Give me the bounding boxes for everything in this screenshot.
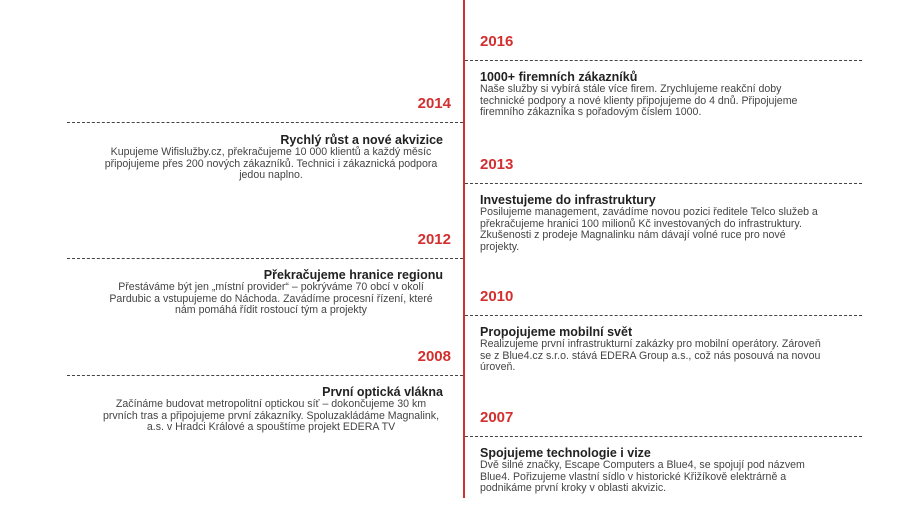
year-label-2010: 2010 bbox=[480, 288, 514, 305]
timeline-divider bbox=[67, 375, 463, 376]
entry-title: Rychlý růst a nové akvizice bbox=[280, 133, 443, 147]
timeline-divider bbox=[465, 183, 862, 184]
entry-title: První optická vlákna bbox=[322, 385, 443, 399]
timeline-entry-2013 bbox=[480, 193, 840, 253]
year-label-2012: 2012 bbox=[417, 231, 451, 248]
timeline-entry-2014 bbox=[91, 133, 451, 182]
year-label-2016: 2016 bbox=[480, 33, 514, 50]
entry-text: Naše služby si vybírá stále více firem. Zrychlujeme reakční doby technické podpory a nové klienty připojujeme do 4 dnů. Připojujeme firemního zákazníka s pořadovým číslem 1000. bbox=[480, 83, 798, 119]
timeline-entry-2016 bbox=[480, 70, 840, 119]
timeline-entry-2008 bbox=[91, 385, 451, 434]
entry-text: Realizujeme první infrastrukturní zakázky pro mobilní operátory. Zároveň se z Blue4.cz s.r.o. stává EDERA Group a.s., což nás posouvá na novou úroveň. bbox=[480, 338, 821, 374]
timeline-divider bbox=[465, 60, 862, 61]
entry-text: Dvě silné značky, Escape Computers a Blue4, se spojují pod názvem Blue4. Pořizujeme vlastní sídlo v historické Křižíkově elektrárně a podnikáme první kroky v oblasti akvizic. bbox=[480, 459, 805, 495]
timeline-divider bbox=[67, 258, 463, 259]
entry-title: 1000+ firemních zákazníků bbox=[480, 70, 638, 84]
entry-title: Propojujeme mobilní svět bbox=[480, 325, 633, 339]
year-label-2014: 2014 bbox=[417, 95, 451, 112]
entry-title: Spojujeme technologie i vize bbox=[480, 446, 651, 460]
timeline-entry-2007 bbox=[480, 446, 840, 495]
year-label-2008: 2008 bbox=[417, 348, 451, 365]
entry-title: Investujeme do infrastruktury bbox=[480, 193, 656, 207]
timeline-divider bbox=[465, 436, 862, 437]
entry-text: Začínáme budovat metropolitní optickou síť – dokončujeme 30 km prvních tras a připojujeme první zákazníky. Spoluzakládáme Magnalink, a.s. v Hradci Králové a spouštíme projekt EDERA TV bbox=[102, 398, 440, 434]
timeline-entry-2010 bbox=[480, 325, 840, 374]
entry-text: Posilujeme management, zavádíme novou pozici ředitele Telco služeb a překračujeme hranici 100 milionů Kč investovaných do infrastruktury. Zkušenosti z prodeje Magnalinku nám dávají volné ruce pro nové projekty. bbox=[480, 206, 818, 253]
entry-title: Překračujeme hranice regionu bbox=[263, 268, 443, 282]
year-label-2013: 2013 bbox=[480, 156, 514, 173]
entry-text: Kupujeme Wifislužby.cz, překračujeme 10 000 klientů a každý měsíc připojujeme přes 200 nových zákazníků. Technici i zákaznická podpora jedou naplno. bbox=[104, 146, 438, 182]
timeline-axis bbox=[463, 0, 465, 498]
timeline-entry-2012 bbox=[91, 268, 451, 317]
entry-text: Přestáváme být jen „místní provider“ – pokrýváme 70 obcí v okolí Pardubic a vstupujeme do Náchoda. Zavádíme procesní řízení, které nám pomáhá řídit rostoucí tým a projekty bbox=[109, 281, 433, 317]
timeline-divider bbox=[67, 122, 463, 123]
year-label-2007: 2007 bbox=[480, 409, 514, 426]
timeline-divider bbox=[465, 315, 862, 316]
